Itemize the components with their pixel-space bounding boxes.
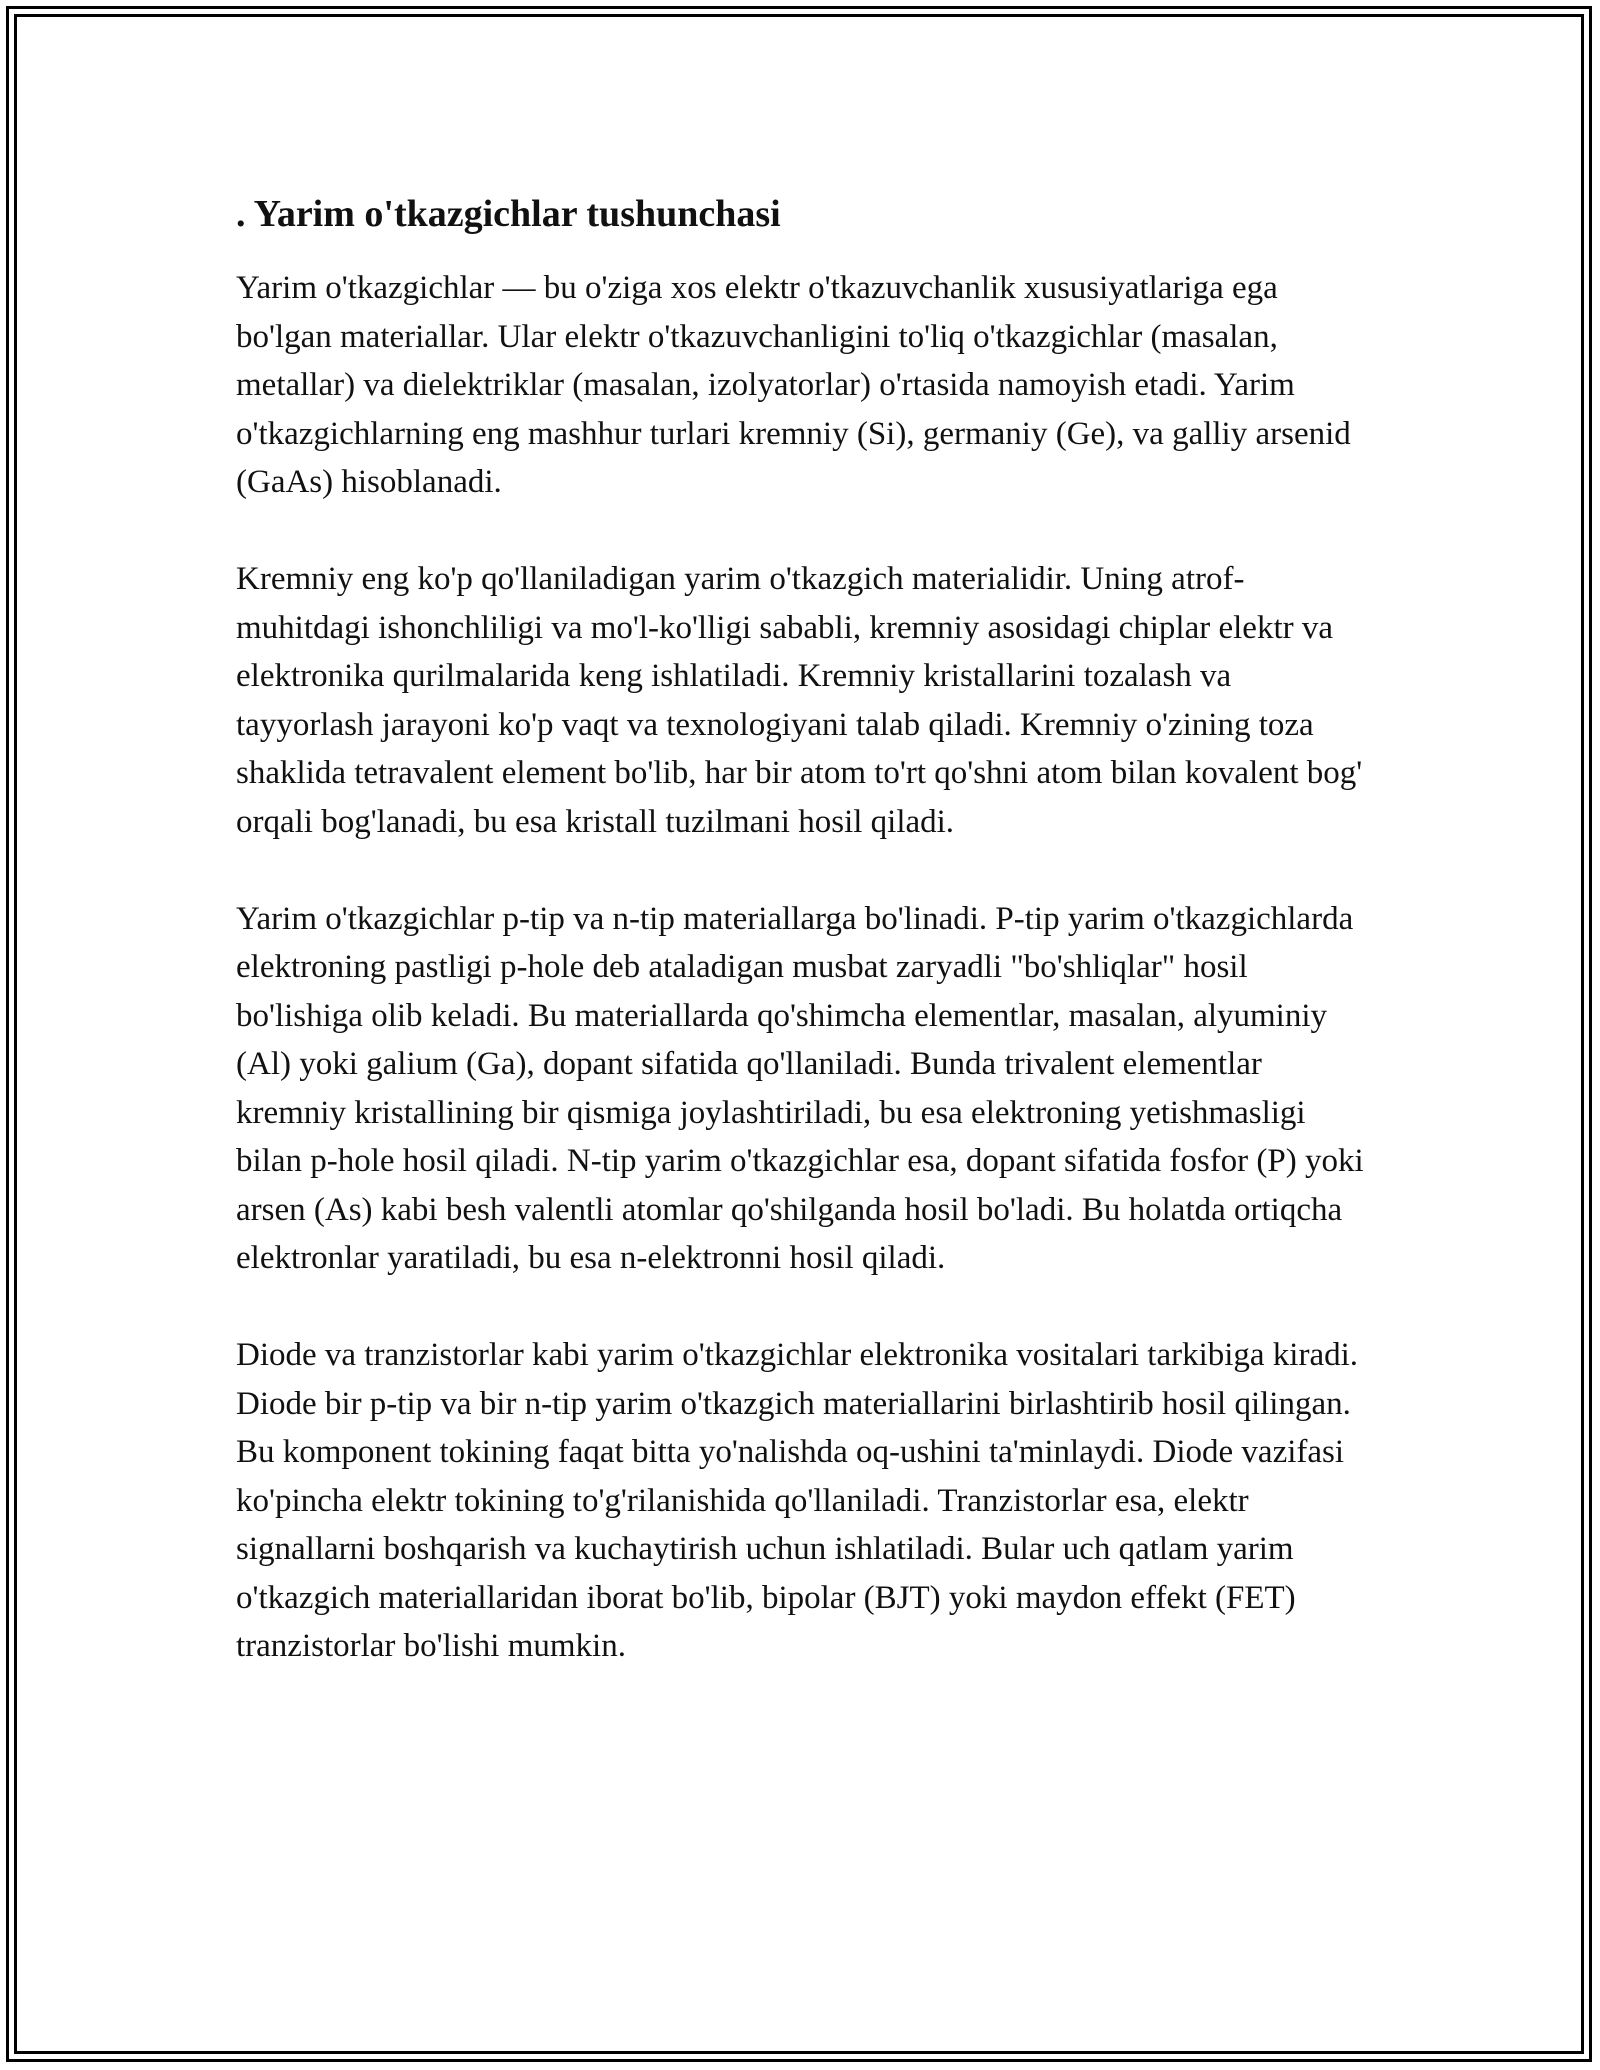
paragraph-intro: Yarim o'tkazgichlar — bu o'ziga xos elektr o'tkazuvchanlik xususiyatlariga ega bo'lgan materiallar. Ular elektr o'tkazuvchanligini to'liq o'tkazgichlar (masalan, metallar) va dielektriklar (masalan, izolyatorlar) o'rtasida namoyish etadi. Yarim o'tkazgichlarning eng mashhur turlari kremniy (Si), germaniy (Ge), va galliy arsenid (GaAs) hisoblanadi. [236,270,1351,500]
document-body [236,190,1364,1719]
paragraph-p-n-types: Yarim o'tkazgichlar p-tip va n-tip materiallarga bo'linadi. P-tip yarim o'tkazgichlarda elektroning pastligi p-hole deb ataladigan musbat zaryadli "bo'shliqlar" hosil bo'lishiga olib keladi. Bu materiallarda qo'shimcha elementlar, masalan, alyuminiy (Al) yoki galium (Ga), dopant sifatida qo'llaniladi. Bunda trivalent elementlar kremniy kristallining bir qismiga joylashtiriladi, bu esa elektroning yetishmasligi bilan p-hole hosil qiladi. N-tip yarim o'tkazgichlar esa, dopant sifatida fosfor (P) yoki arsen (As) kabi besh valentli atomlar qo'shilganda hosil bo'ladi. Bu holatda ortiqcha elektronlar yaratiladi, bu esa n-elektronni hosil qiladi. [236,900,1364,1276]
paragraph-silicon: Kremniy eng ko'p qo'llaniladigan yarim o'tkazgich materialidir. Uning atrof-muhitdagi ishonchliligi va mo'l-ko'lligi sababli, kremniy asosidagi chiplar elektr va elektronika qurilmalarida keng ishlatiladi. Kremniy kristallarini tozalash va tayyorlash jarayoni ko'p vaqt va texnologiyani talab qiladi. Kremniy o'zining toza shaklida tetravalent element bo'lib, har bir atom to'rt qo'shni atom bilan kovalent bog' orqali bog'lanadi, bu esa kristall tuzilmani hosil qiladi. [236,561,1363,840]
section-heading: . Yarim o'tkazgichlar tushunchasi [236,193,781,235]
paragraph-diodes-transistors: Diode va tranzistorlar kabi yarim o'tkazgichlar elektronika vositalari tarkibiga kiradi. Diode bir p-tip va bir n-tip yarim o'tkazgich materiallarini birlashtirib hosil qilingan. Bu komponent tokining faqat bitta yo'nalishda oq-ushini ta'minlaydi. Diode vazifasi ko'pincha elektr tokining to'g'rilanishida qo'llaniladi. Tranzistorlar esa, elektr signallarni boshqarish va kuchaytirish uchun ishlatiladi. Bular uch qatlam yarim o'tkazgich materiallaridan iborat bo'lib, bipolar (BJT) yoki maydon effekt (FET) tranzistorlar bo'lishi mumkin. [236,1337,1359,1664]
